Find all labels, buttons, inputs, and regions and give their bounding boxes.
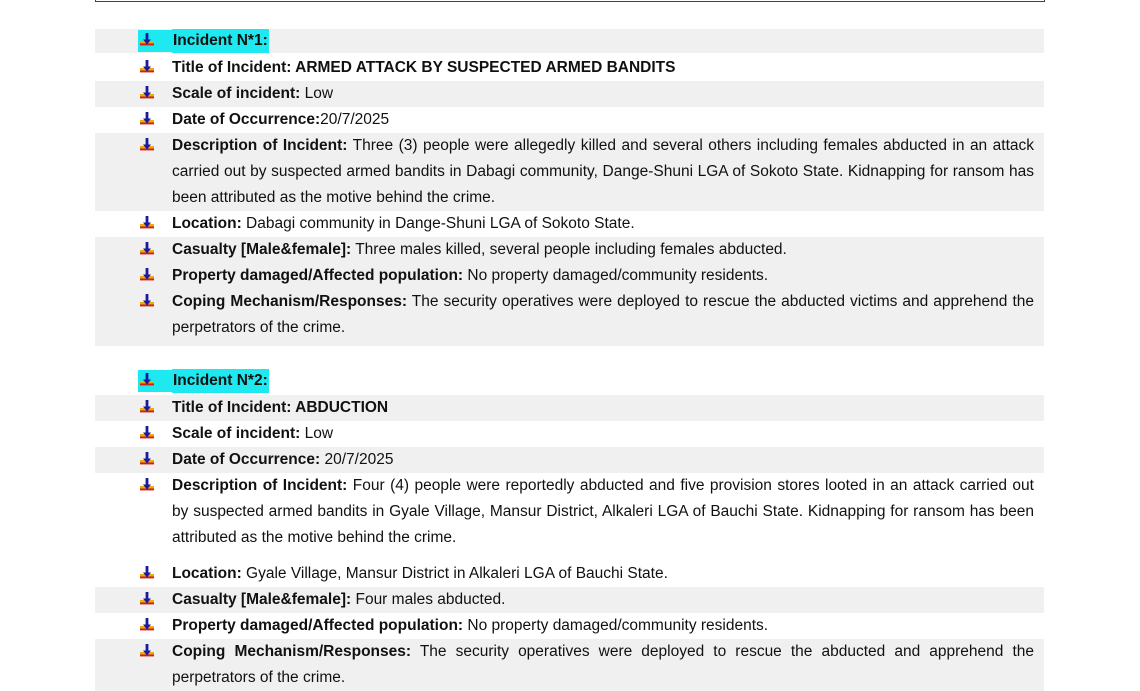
property-label: Property damaged/Affected population: bbox=[172, 617, 464, 634]
location-value: Dabagi community in Dange-Shuni LGA of Sokoto State. bbox=[241, 215, 635, 232]
location-value: Gyale Village, Mansur District in Alkaleri LGA of Bauchi State. bbox=[241, 565, 668, 582]
description-item bbox=[95, 133, 1044, 211]
date-label: Date of Occurrence: bbox=[172, 451, 321, 468]
arrow-down-bar-icon bbox=[139, 267, 155, 283]
property-item bbox=[95, 263, 1044, 289]
arrow-down-bar-icon bbox=[139, 32, 155, 48]
coping-value: The security operatives were deployed to rescue the abducted and apprehend the perpetrators of the crime. bbox=[172, 643, 1035, 686]
page-frame-border bbox=[95, 0, 1045, 2]
title-item bbox=[95, 395, 1044, 421]
arrow-down-bar-icon bbox=[139, 451, 155, 467]
coping-value: The security operatives were deployed to rescue the abducted victims and apprehend the perpetrators of the crime. bbox=[172, 293, 1034, 336]
date-label: Date of Occurrence: bbox=[172, 111, 321, 128]
incident-2 bbox=[95, 369, 1044, 691]
property-label: Property damaged/Affected population: bbox=[172, 267, 464, 284]
incident-heading: Incident N*2: bbox=[172, 369, 269, 393]
description-value: Four (4) people were reportedly abducted and five provision stores looted in an attack carried out by suspected armed bandits in Gyale Village, Mansur District, Alkaleri LGA of Bauchi State. Kidnapping for ransom has been attributed as the motive behind the crime. bbox=[172, 477, 1034, 546]
description-value: Three (3) people were allegedly killed and several others including females abducted in an attack carried out by suspected armed bandits in Dabagi community, Dange-Shuni LGA of Sokoto State. Kidnapping for ransom has been attributed as the motive behind the crime. bbox=[172, 137, 1035, 206]
arrow-down-bar-icon bbox=[139, 565, 155, 581]
incident-heading: Incident N*1: bbox=[172, 29, 269, 53]
scale-value: Low bbox=[300, 85, 334, 102]
property-value: No property damaged/community residents. bbox=[463, 267, 769, 284]
arrow-down-bar-icon bbox=[139, 399, 155, 415]
incident-title: Title of Incident: ARMED ATTACK BY SUSPECTED ARMED BANDITS bbox=[172, 59, 676, 76]
coping-label: Coping Mechanism/Responses: bbox=[172, 643, 412, 660]
arrow-down-bar-icon bbox=[139, 85, 155, 101]
title-item bbox=[95, 55, 1044, 81]
scale-item bbox=[95, 421, 1044, 447]
arrow-down-bar-icon bbox=[139, 591, 155, 607]
coping-item bbox=[95, 639, 1044, 691]
arrow-down-bar-icon bbox=[139, 643, 155, 659]
arrow-down-bar-icon bbox=[139, 372, 155, 388]
casualty-value: Three males killed, several people including females abducted. bbox=[351, 241, 787, 258]
description-label: Description of Incident: bbox=[172, 477, 348, 494]
arrow-down-bar-icon bbox=[139, 111, 155, 127]
scale-item bbox=[95, 81, 1044, 107]
arrow-down-bar-icon bbox=[139, 59, 155, 75]
description-item bbox=[95, 473, 1044, 561]
property-item bbox=[95, 613, 1044, 639]
casualty-label: Casualty [Male&female]: bbox=[172, 591, 352, 608]
scale-value: Low bbox=[300, 425, 334, 442]
arrow-down-bar-icon bbox=[139, 425, 155, 441]
date-value: 20/7/2025 bbox=[320, 111, 390, 128]
casualty-item bbox=[95, 587, 1044, 613]
description-label: Description of Incident: bbox=[172, 137, 348, 154]
incident-heading-row bbox=[95, 369, 1044, 393]
arrow-down-bar-icon bbox=[139, 617, 155, 633]
arrow-down-bar-icon bbox=[139, 137, 155, 153]
casualty-value: Four males abducted. bbox=[351, 591, 506, 608]
casualty-item bbox=[95, 237, 1044, 263]
location-item bbox=[95, 211, 1044, 237]
date-value: 20/7/2025 bbox=[320, 451, 394, 468]
location-label: Location: bbox=[172, 215, 242, 232]
scale-label: Scale of incident: bbox=[172, 425, 301, 442]
coping-item bbox=[95, 289, 1044, 346]
location-label: Location: bbox=[172, 565, 242, 582]
incident-1 bbox=[95, 29, 1044, 346]
incident-title: Title of Incident: ABDUCTION bbox=[172, 399, 389, 416]
location-item bbox=[95, 561, 1044, 587]
scale-label: Scale of incident: bbox=[172, 85, 301, 102]
casualty-label: Casualty [Male&female]: bbox=[172, 241, 352, 258]
arrow-down-bar-icon bbox=[139, 215, 155, 231]
property-value: No property damaged/community residents. bbox=[463, 617, 769, 634]
arrow-down-bar-icon bbox=[139, 477, 155, 493]
arrow-down-bar-icon bbox=[139, 241, 155, 257]
arrow-down-bar-icon bbox=[139, 293, 155, 309]
incident-heading-row bbox=[95, 29, 1044, 53]
date-item bbox=[95, 107, 1044, 133]
date-item bbox=[95, 447, 1044, 473]
coping-label: Coping Mechanism/Responses: bbox=[172, 293, 407, 310]
